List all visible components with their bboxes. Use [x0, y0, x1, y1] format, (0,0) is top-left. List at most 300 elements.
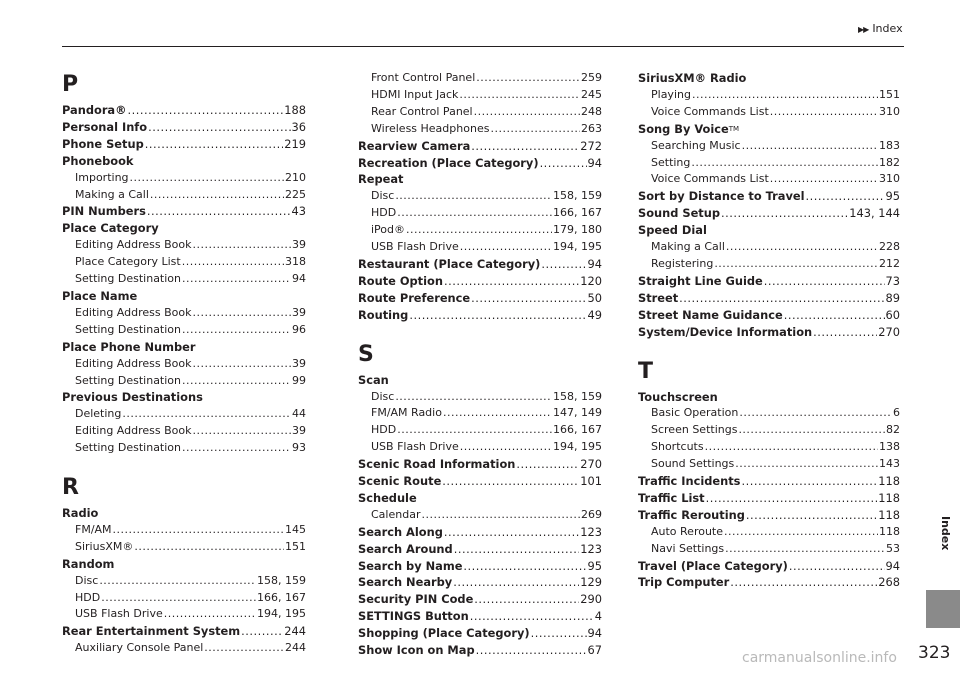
index-subentry[interactable] [358, 104, 602, 121]
page-reference[interactable]: 39 [292, 238, 306, 252]
page-reference[interactable]: 94 [587, 155, 602, 170]
entry-title: FM/AM [75, 522, 112, 536]
entry-title: Navi Settings [651, 541, 725, 555]
index-subentry[interactable] [62, 373, 306, 390]
page-reference[interactable]: 269 [581, 507, 602, 521]
header-divider [62, 46, 904, 47]
index-entry[interactable] [358, 625, 602, 642]
page-reference[interactable]: 53 [886, 541, 900, 555]
page-reference[interactable]: 94 [587, 256, 602, 271]
leader-dots [397, 422, 552, 439]
leader-dots [476, 642, 587, 659]
page-reference[interactable]: 36 [291, 119, 306, 134]
entry-title: FM/AM Radio [371, 406, 442, 420]
page-reference[interactable]: 183 [879, 138, 900, 152]
leader-dots [164, 606, 256, 623]
page-reference[interactable]: 118 [878, 490, 900, 505]
leader-dots [471, 290, 586, 307]
index-subentry[interactable] [638, 104, 900, 121]
index-entry[interactable] [358, 473, 602, 490]
leader-dots [442, 473, 579, 490]
leader-dots [764, 273, 885, 290]
page-reference[interactable]: 259 [581, 71, 602, 84]
index-heading [62, 339, 306, 356]
entry-title: Sound Settings [651, 457, 735, 471]
page-reference[interactable]: 151 [879, 87, 900, 101]
section-letter-p: P [62, 72, 79, 97]
index-subentry[interactable] [638, 87, 900, 104]
page-reference[interactable]: 188 [284, 103, 306, 117]
page-reference[interactable]: 143 [879, 457, 900, 471]
index-entry[interactable] [358, 273, 602, 290]
page-reference[interactable]: 89 [885, 290, 900, 305]
index-subentry[interactable] [358, 405, 602, 422]
leader-dots [806, 188, 885, 205]
entry-title: Personal Info [62, 119, 148, 134]
leader-dots [453, 574, 579, 591]
index-subentry[interactable] [62, 522, 306, 539]
page-reference[interactable]: 225 [285, 187, 306, 201]
page-reference[interactable]: 39 [292, 424, 306, 438]
entry-title: Straight Line Guide [638, 273, 763, 288]
index-heading [638, 389, 900, 406]
index-subentry[interactable] [638, 256, 900, 273]
index-entry[interactable] [358, 558, 602, 575]
leader-dots [470, 608, 594, 625]
breadcrumb [858, 22, 903, 35]
page-reference[interactable]: 228 [879, 240, 900, 254]
index-heading [62, 220, 306, 237]
entry-title: Rearview Camera [358, 138, 471, 153]
leader-dots [541, 256, 586, 273]
leader-dots [134, 539, 284, 556]
index-entry[interactable] [62, 102, 306, 119]
page-reference[interactable]: 158, 159 [257, 573, 306, 587]
index-subentry[interactable] [358, 507, 602, 524]
leader-dots [444, 273, 579, 290]
index-subentry[interactable] [62, 356, 306, 373]
index-entry[interactable] [358, 138, 602, 155]
index-heading [62, 288, 306, 305]
page-reference[interactable]: 244 [284, 624, 306, 639]
page-reference[interactable]: 67 [587, 643, 602, 658]
leader-dots [182, 440, 291, 457]
entry-title: Voice Commands List [651, 172, 769, 186]
leader-dots [193, 305, 292, 322]
leader-dots [540, 155, 587, 172]
entry-title: iPod® [371, 223, 406, 237]
leader-dots [148, 119, 290, 136]
index-subentry[interactable] [358, 389, 602, 406]
index-entry[interactable] [638, 473, 900, 490]
page-reference[interactable]: 73 [885, 273, 900, 288]
leader-dots [705, 439, 878, 456]
leader-dots [193, 356, 292, 373]
index-heading [358, 372, 602, 389]
leader-dots [738, 422, 885, 439]
entry-list [638, 389, 900, 592]
entry-title: Place Phone Number [62, 339, 196, 354]
page-reference[interactable]: 290 [580, 592, 602, 607]
index-entry[interactable] [638, 324, 900, 341]
page-reference[interactable]: 194, 195 [257, 607, 306, 621]
side-tab-label: Index [939, 516, 952, 551]
entry-list [358, 372, 602, 659]
entry-list [638, 70, 900, 341]
leader-dots [784, 307, 885, 324]
breadcrumb-label: Index [872, 22, 903, 35]
entry-title: HDMI Input Jack [371, 87, 459, 101]
entry-title: Route Option [358, 273, 443, 288]
index-heading [638, 121, 900, 138]
index-subentry[interactable] [62, 170, 306, 187]
entry-title: Auto Reroute [651, 524, 724, 538]
leader-dots [101, 590, 256, 607]
entry-title: Place Name [62, 288, 138, 303]
leader-dots [459, 87, 580, 104]
entry-list [62, 102, 306, 457]
leader-dots [692, 87, 878, 104]
index-heading [638, 70, 900, 87]
leader-dots [474, 104, 580, 121]
page-reference[interactable]: 50 [587, 290, 602, 305]
leader-dots [145, 136, 284, 153]
page-reference[interactable]: 82 [886, 423, 900, 437]
entry-title: Setting Destination [75, 272, 182, 286]
leader-dots [193, 237, 292, 254]
page-reference[interactable]: 145 [285, 522, 306, 536]
entry-title: Sort by Distance to Travel [638, 189, 805, 204]
entry-title: Routing [358, 307, 409, 322]
index-column-3 [638, 70, 900, 591]
entry-title: PIN Numbers [62, 204, 146, 219]
index-subentry[interactable] [358, 439, 602, 456]
leader-dots [516, 456, 579, 473]
entry-title: Rear Entertainment System [62, 624, 241, 639]
entry-title: Place Category List [75, 255, 181, 269]
page-reference[interactable]: 143, 144 [849, 206, 900, 221]
leader-dots [397, 205, 552, 222]
entry-title: Importing [75, 170, 129, 184]
leader-dots [147, 203, 291, 220]
page-reference[interactable]: 118 [879, 524, 900, 538]
entry-title: Traffic Incidents [638, 474, 741, 489]
index-column-2 [358, 70, 602, 659]
page-reference[interactable]: 268 [878, 575, 900, 590]
index-entry[interactable] [638, 574, 900, 591]
index-subentry[interactable] [62, 606, 306, 623]
entry-title: Touchscreen [638, 389, 718, 404]
index-entry[interactable] [638, 188, 900, 205]
entry-title: Making a Call [651, 240, 725, 254]
entry-title: Scenic Route [358, 474, 442, 489]
index-subentry[interactable] [62, 440, 306, 457]
page-reference[interactable]: 120 [580, 273, 602, 288]
index-entry[interactable] [62, 623, 306, 640]
leader-dots [474, 591, 579, 608]
entry-title: Shopping (Place Category) [358, 626, 530, 641]
leader-dots [409, 307, 586, 324]
index-entry[interactable] [358, 456, 602, 473]
index-subentry[interactable] [638, 524, 900, 541]
page-reference[interactable]: 6 [893, 406, 900, 420]
leader-dots [182, 322, 291, 339]
leader-dots [724, 524, 878, 541]
index-subentry[interactable] [62, 539, 306, 556]
entry-title: Radio [62, 506, 99, 521]
leader-dots [99, 573, 256, 590]
leader-dots [182, 254, 284, 271]
index-subentry[interactable] [638, 456, 900, 473]
entry-title: Phonebook [62, 153, 134, 168]
entry-title: Sound Setup [638, 206, 721, 221]
page-reference[interactable]: 138 [879, 440, 900, 454]
entry-title: Setting Destination [75, 322, 182, 336]
leader-dots [714, 256, 878, 273]
leader-dots [130, 170, 284, 187]
index-entry[interactable] [358, 574, 602, 591]
page-reference[interactable]: 318 [285, 255, 306, 269]
index-entry[interactable] [358, 642, 602, 659]
index-subentry[interactable] [358, 70, 602, 87]
index-entry[interactable] [358, 608, 602, 625]
page-reference[interactable]: 212 [879, 256, 900, 270]
entry-title: USB Flash Drive [371, 440, 459, 454]
index-entry[interactable] [638, 507, 900, 524]
page-reference[interactable]: 118 [878, 507, 900, 522]
index-subentry[interactable] [638, 422, 900, 439]
index-subentry[interactable] [638, 405, 900, 422]
page-reference[interactable]: 60 [885, 307, 900, 322]
entry-title: Travel (Place Category) [638, 558, 788, 573]
index-entry[interactable] [358, 541, 602, 558]
index-entry[interactable] [638, 290, 900, 307]
index-subentry[interactable] [62, 271, 306, 288]
leader-dots [463, 558, 586, 575]
page-reference[interactable]: 270 [878, 324, 900, 339]
index-entry[interactable] [638, 307, 900, 324]
entry-title: Search Along [358, 524, 443, 539]
index-subentry[interactable] [62, 406, 306, 423]
entry-title: Speed Dial [638, 223, 707, 238]
index-subentry[interactable] [62, 187, 306, 204]
index-subentry[interactable] [638, 155, 900, 172]
page-reference[interactable]: 263 [581, 121, 602, 135]
entry-title: HDD [371, 206, 397, 220]
double-arrow-icon: ▶▶ [858, 25, 869, 34]
page-reference[interactable]: 94 [292, 272, 306, 286]
section-letter-s: S [358, 341, 374, 367]
page-reference[interactable]: 219 [284, 136, 306, 151]
page-reference[interactable]: 310 [879, 172, 900, 186]
page-reference[interactable]: 95 [587, 558, 602, 573]
section-letter-t: T [638, 358, 654, 384]
page-reference[interactable]: 166, 167 [553, 423, 602, 437]
index-heading [358, 490, 602, 507]
page-number: 323 [918, 643, 951, 663]
leader-dots [454, 541, 580, 558]
index-heading [62, 389, 306, 406]
entry-title: Security PIN Code [358, 592, 474, 607]
page-reference[interactable]: 94 [885, 558, 900, 573]
page-reference[interactable]: 123 [580, 524, 602, 539]
index-subentry[interactable] [638, 138, 900, 155]
leader-dots [770, 171, 878, 188]
entry-title: Traffic Rerouting [638, 507, 745, 522]
entry-title: Playing [651, 87, 691, 101]
page-reference[interactable]: 182 [879, 155, 900, 169]
leader-dots [706, 490, 878, 507]
index-entry[interactable] [62, 203, 306, 220]
index-subentry[interactable] [358, 188, 602, 205]
index-entry[interactable] [638, 558, 900, 575]
entry-title: System/Device Information [638, 324, 813, 339]
side-tab-marker [926, 590, 960, 628]
index-entry[interactable] [62, 119, 306, 136]
index-subentry[interactable] [358, 222, 602, 239]
leader-dots [691, 155, 878, 172]
index-entry[interactable] [358, 290, 602, 307]
entry-title: Scenic Road Information [358, 457, 516, 472]
page-reference[interactable]: 118 [878, 474, 900, 489]
index-subentry[interactable] [638, 541, 900, 558]
page-reference[interactable]: 210 [285, 170, 306, 184]
index-subentry[interactable] [62, 423, 306, 440]
leader-dots [128, 102, 284, 119]
leader-dots [443, 405, 552, 422]
page-reference[interactable]: 166, 167 [257, 590, 306, 604]
entry-title: SiriusXM® [75, 539, 134, 553]
index-heading [358, 171, 602, 188]
index-entry[interactable] [358, 307, 602, 324]
entry-title: Random [62, 556, 115, 571]
entry-title: Front Control Panel [371, 71, 476, 84]
index-entry[interactable] [358, 591, 602, 608]
leader-dots [122, 406, 291, 423]
leader-dots [395, 389, 552, 406]
leader-dots [193, 423, 292, 440]
entry-title: Song By Voice [638, 121, 729, 136]
index-entry[interactable] [638, 205, 900, 222]
leader-dots [490, 121, 580, 138]
page-reference[interactable]: 129 [580, 575, 602, 590]
index-subentry[interactable] [62, 305, 306, 322]
index-subentry[interactable] [358, 87, 602, 104]
entry-list [62, 505, 306, 657]
page-reference[interactable]: 43 [291, 204, 306, 219]
index-subentry[interactable] [638, 171, 900, 188]
index-subentry[interactable] [358, 121, 602, 138]
leader-dots [531, 625, 587, 642]
page-reference[interactable]: 194, 195 [553, 440, 602, 454]
page-reference[interactable]: 49 [587, 307, 602, 322]
entry-title: Setting Destination [75, 373, 182, 387]
page-reference[interactable]: 270 [580, 457, 602, 472]
page-reference[interactable]: 179, 180 [553, 223, 602, 237]
leader-dots [741, 473, 877, 490]
index-entry[interactable] [62, 136, 306, 153]
entry-title: Scan [358, 372, 389, 387]
leader-dots [770, 104, 878, 121]
entry-title: Setting [651, 155, 691, 169]
entry-title: Deleting [75, 407, 122, 421]
leader-dots [182, 271, 291, 288]
page-reference[interactable]: 101 [580, 474, 602, 489]
leader-dots [746, 507, 877, 524]
leader-dots [725, 541, 885, 558]
entry-title: Street Name Guidance [638, 307, 783, 322]
page-reference[interactable]: 147, 149 [553, 406, 602, 420]
leader-dots [460, 439, 552, 456]
index-subentry[interactable] [62, 590, 306, 607]
entry-title: Repeat [358, 172, 404, 187]
page-reference[interactable]: 244 [285, 641, 306, 655]
entry-title: Trip Computer [638, 575, 730, 590]
index-entry[interactable] [358, 524, 602, 541]
page-reference[interactable]: 194, 195 [553, 240, 602, 254]
leader-dots [460, 239, 552, 256]
page-reference[interactable]: 39 [292, 356, 306, 370]
page-reference[interactable]: 248 [581, 104, 602, 118]
page-reference[interactable]: 99 [292, 373, 306, 387]
index-subentry[interactable] [62, 573, 306, 590]
leader-dots [789, 558, 885, 575]
entry-title: Street [638, 290, 679, 305]
page-reference[interactable]: 93 [292, 441, 306, 455]
index-subentry[interactable] [62, 640, 306, 657]
entry-title: Editing Address Book [75, 238, 192, 252]
index-subentry[interactable] [358, 422, 602, 439]
page-reference[interactable]: 94 [587, 626, 602, 641]
leader-dots [444, 524, 579, 541]
entry-title: Registering [651, 256, 714, 270]
entry-title: Show Icon on Map [358, 643, 475, 658]
leader-dots [679, 290, 884, 307]
leader-dots [739, 405, 892, 422]
page-reference[interactable]: 123 [580, 541, 602, 556]
index-subentry[interactable] [358, 205, 602, 222]
index-entry[interactable] [358, 155, 602, 172]
page-reference[interactable]: 166, 167 [553, 206, 602, 220]
page-reference[interactable]: 151 [285, 539, 306, 553]
page-reference[interactable]: 272 [580, 138, 602, 153]
page-reference[interactable]: 95 [885, 189, 900, 204]
index-entry[interactable] [638, 490, 900, 507]
page-reference[interactable]: 245 [581, 87, 602, 101]
page-reference[interactable]: 310 [879, 104, 900, 118]
index-subentry[interactable] [358, 239, 602, 256]
leader-dots [813, 324, 877, 341]
index-subentry[interactable] [638, 239, 900, 256]
index-subentry[interactable] [62, 254, 306, 271]
leader-dots [471, 138, 579, 155]
page-reference[interactable]: 158, 159 [553, 189, 602, 203]
index-subentry[interactable] [638, 439, 900, 456]
page-reference[interactable]: 96 [292, 322, 306, 336]
index-subentry[interactable] [62, 237, 306, 254]
index-entry[interactable] [638, 273, 900, 290]
page-reference[interactable]: 158, 159 [553, 389, 602, 403]
entry-title: Calendar [371, 507, 421, 521]
index-subentry[interactable] [62, 322, 306, 339]
page-reference[interactable]: 39 [292, 305, 306, 319]
page-reference[interactable]: 4 [594, 609, 602, 624]
index-entry[interactable] [358, 256, 602, 273]
entry-title: Screen Settings [651, 423, 738, 437]
leader-dots [721, 205, 848, 222]
page-reference[interactable]: 44 [292, 407, 306, 421]
leader-dots [395, 188, 552, 205]
